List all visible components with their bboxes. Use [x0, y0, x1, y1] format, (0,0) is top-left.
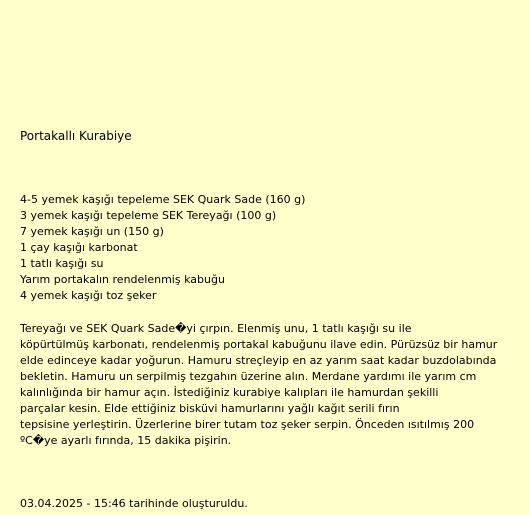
created-timestamp: 03.04.2025 - 15:46 tarihinde oluşturuldu. [20, 497, 248, 510]
ingredient-item: 1 çay kaşığı karbonat [20, 241, 138, 254]
recipe-title: Portakallı Kurabiye [20, 129, 132, 143]
ingredient-item: 4-5 yemek kaşığı tepeleme SEK Quark Sade (160 g) [20, 193, 306, 206]
instructions-line: elde edinceye kadar yoğurun. Hamuru streçleyip en az yarım saat kadar buzdolabında [20, 354, 497, 367]
instructions-line: ºC�ye ayarlı fırında, 15 dakika pişirin. [20, 434, 232, 447]
ingredient-item: 3 yemek kaşığı tepeleme SEK Tereyağı (100 g) [20, 209, 277, 222]
instructions-line: parçalar kesin. Elde ettiğiniz bisküvi hamurlarını yağlı kağıt serili fırın [20, 402, 400, 415]
instructions-line: kalınlığında bir hamur açın. İstediğiniz kurabiye kalıpları ile hamurdan şekilli [20, 386, 439, 399]
instructions-line: tepsisine yerleştirin. Üzerlerine birer tutam toz şeker serpin. Önceden ısıtılmış 200 [20, 418, 475, 431]
ingredient-item: 4 yemek kaşığı toz şeker [20, 289, 157, 302]
instructions-line: köpürtülmüş karbonatı, rendelenmiş portakal kabuğunu ilave edin. Pürüzsüz bir hamur [20, 338, 498, 351]
ingredient-item: 7 yemek kaşığı un (150 g) [20, 225, 164, 238]
ingredients-list [20, 192, 305, 304]
ingredient-item: 1 tatlı kaşığı su [20, 257, 104, 270]
recipe-page [20, 0, 520, 515]
instructions-line: Tereyağı ve SEK Quark Sade�yi çırpın. Elenmiş unu, 1 tatlı kaşığı su ile [20, 322, 412, 335]
instructions-line: bekletin. Hamuru un serpilmiş tezgahın üzerine alın. Merdane yardımı ile yarım cm [20, 370, 477, 383]
instructions-paragraph [20, 321, 496, 449]
ingredient-item: Yarım portakalın rendelenmiş kabuğu [20, 273, 225, 286]
